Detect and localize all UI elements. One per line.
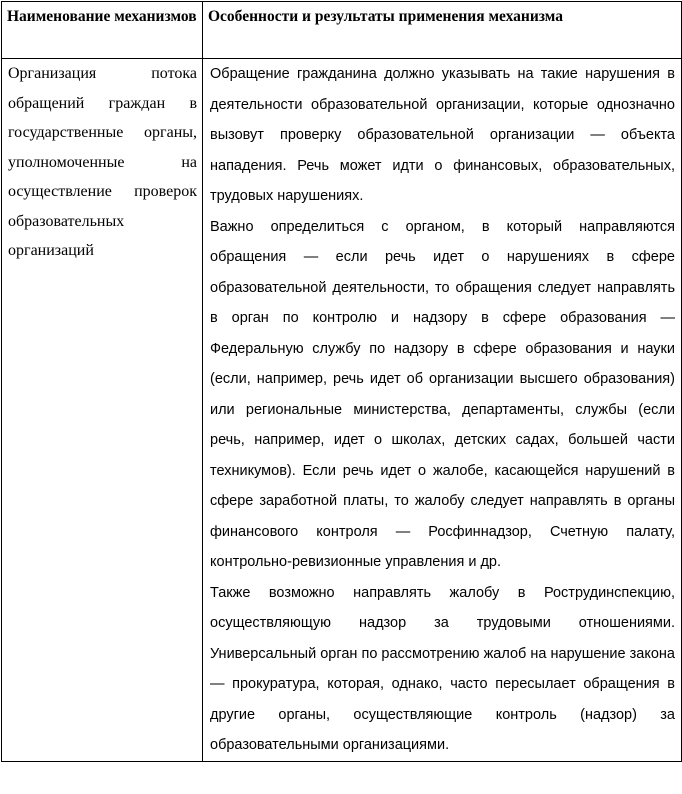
- mechanism-cell: [2, 59, 203, 762]
- table-row: [2, 59, 682, 762]
- features-cell: [203, 59, 682, 762]
- header-features-results: Особенности и результаты применения механизма: [203, 2, 682, 59]
- features-paragraph-3: Также возможно направлять жалобу в Рострудинспекцию, осуществляющую надзор за трудовыми отношениями. Универсальный орган по рассмотрению жалоб на нарушение закона — прокуратура, которая, однако, часто пересылает обращения в другие органы, осуществляющие контроль (надзор) за образовательными организациями.: [210, 584, 675, 753]
- features-paragraph-2: Важно определиться с органом, в который направляются обращения — если речь идет о нарушениях в сфере образовательной деятельности, то обращения следует направлять в орган по контролю и надзору в сфере образования — Федеральную службу по надзору в сфере образования и науки (если, например, речь идет об организации высшего образования) или региональные министерства, департаменты, службы (если речь, например, идет о школах, детских садах, большей части техникумов). Если речь идет о жалобе, касающейся нарушений в сфере заработной платы, то жалобу следует направлять в органы финансового контроля — Росфиннадзор, Счетную палату, контрольно-ревизионные управления и др.: [210, 218, 675, 570]
- mechanisms-table: [1, 1, 682, 762]
- mechanism-name-text: Организация потока обращений граждан в государственные органы, уполномоченные на осуществление проверок образовательных организаций: [8, 65, 197, 259]
- header-row: [2, 2, 682, 59]
- features-paragraph-1: Обращение гражданина должно указывать на такие нарушения в деятельности образовательной организации, которые однозначно вызовут проверку образовательной организации — объекта нападения. Речь может идти о финансовых, образовательных, трудовых нарушениях.: [210, 66, 675, 204]
- header-mechanism-name: Наименование механизмов: [2, 2, 203, 59]
